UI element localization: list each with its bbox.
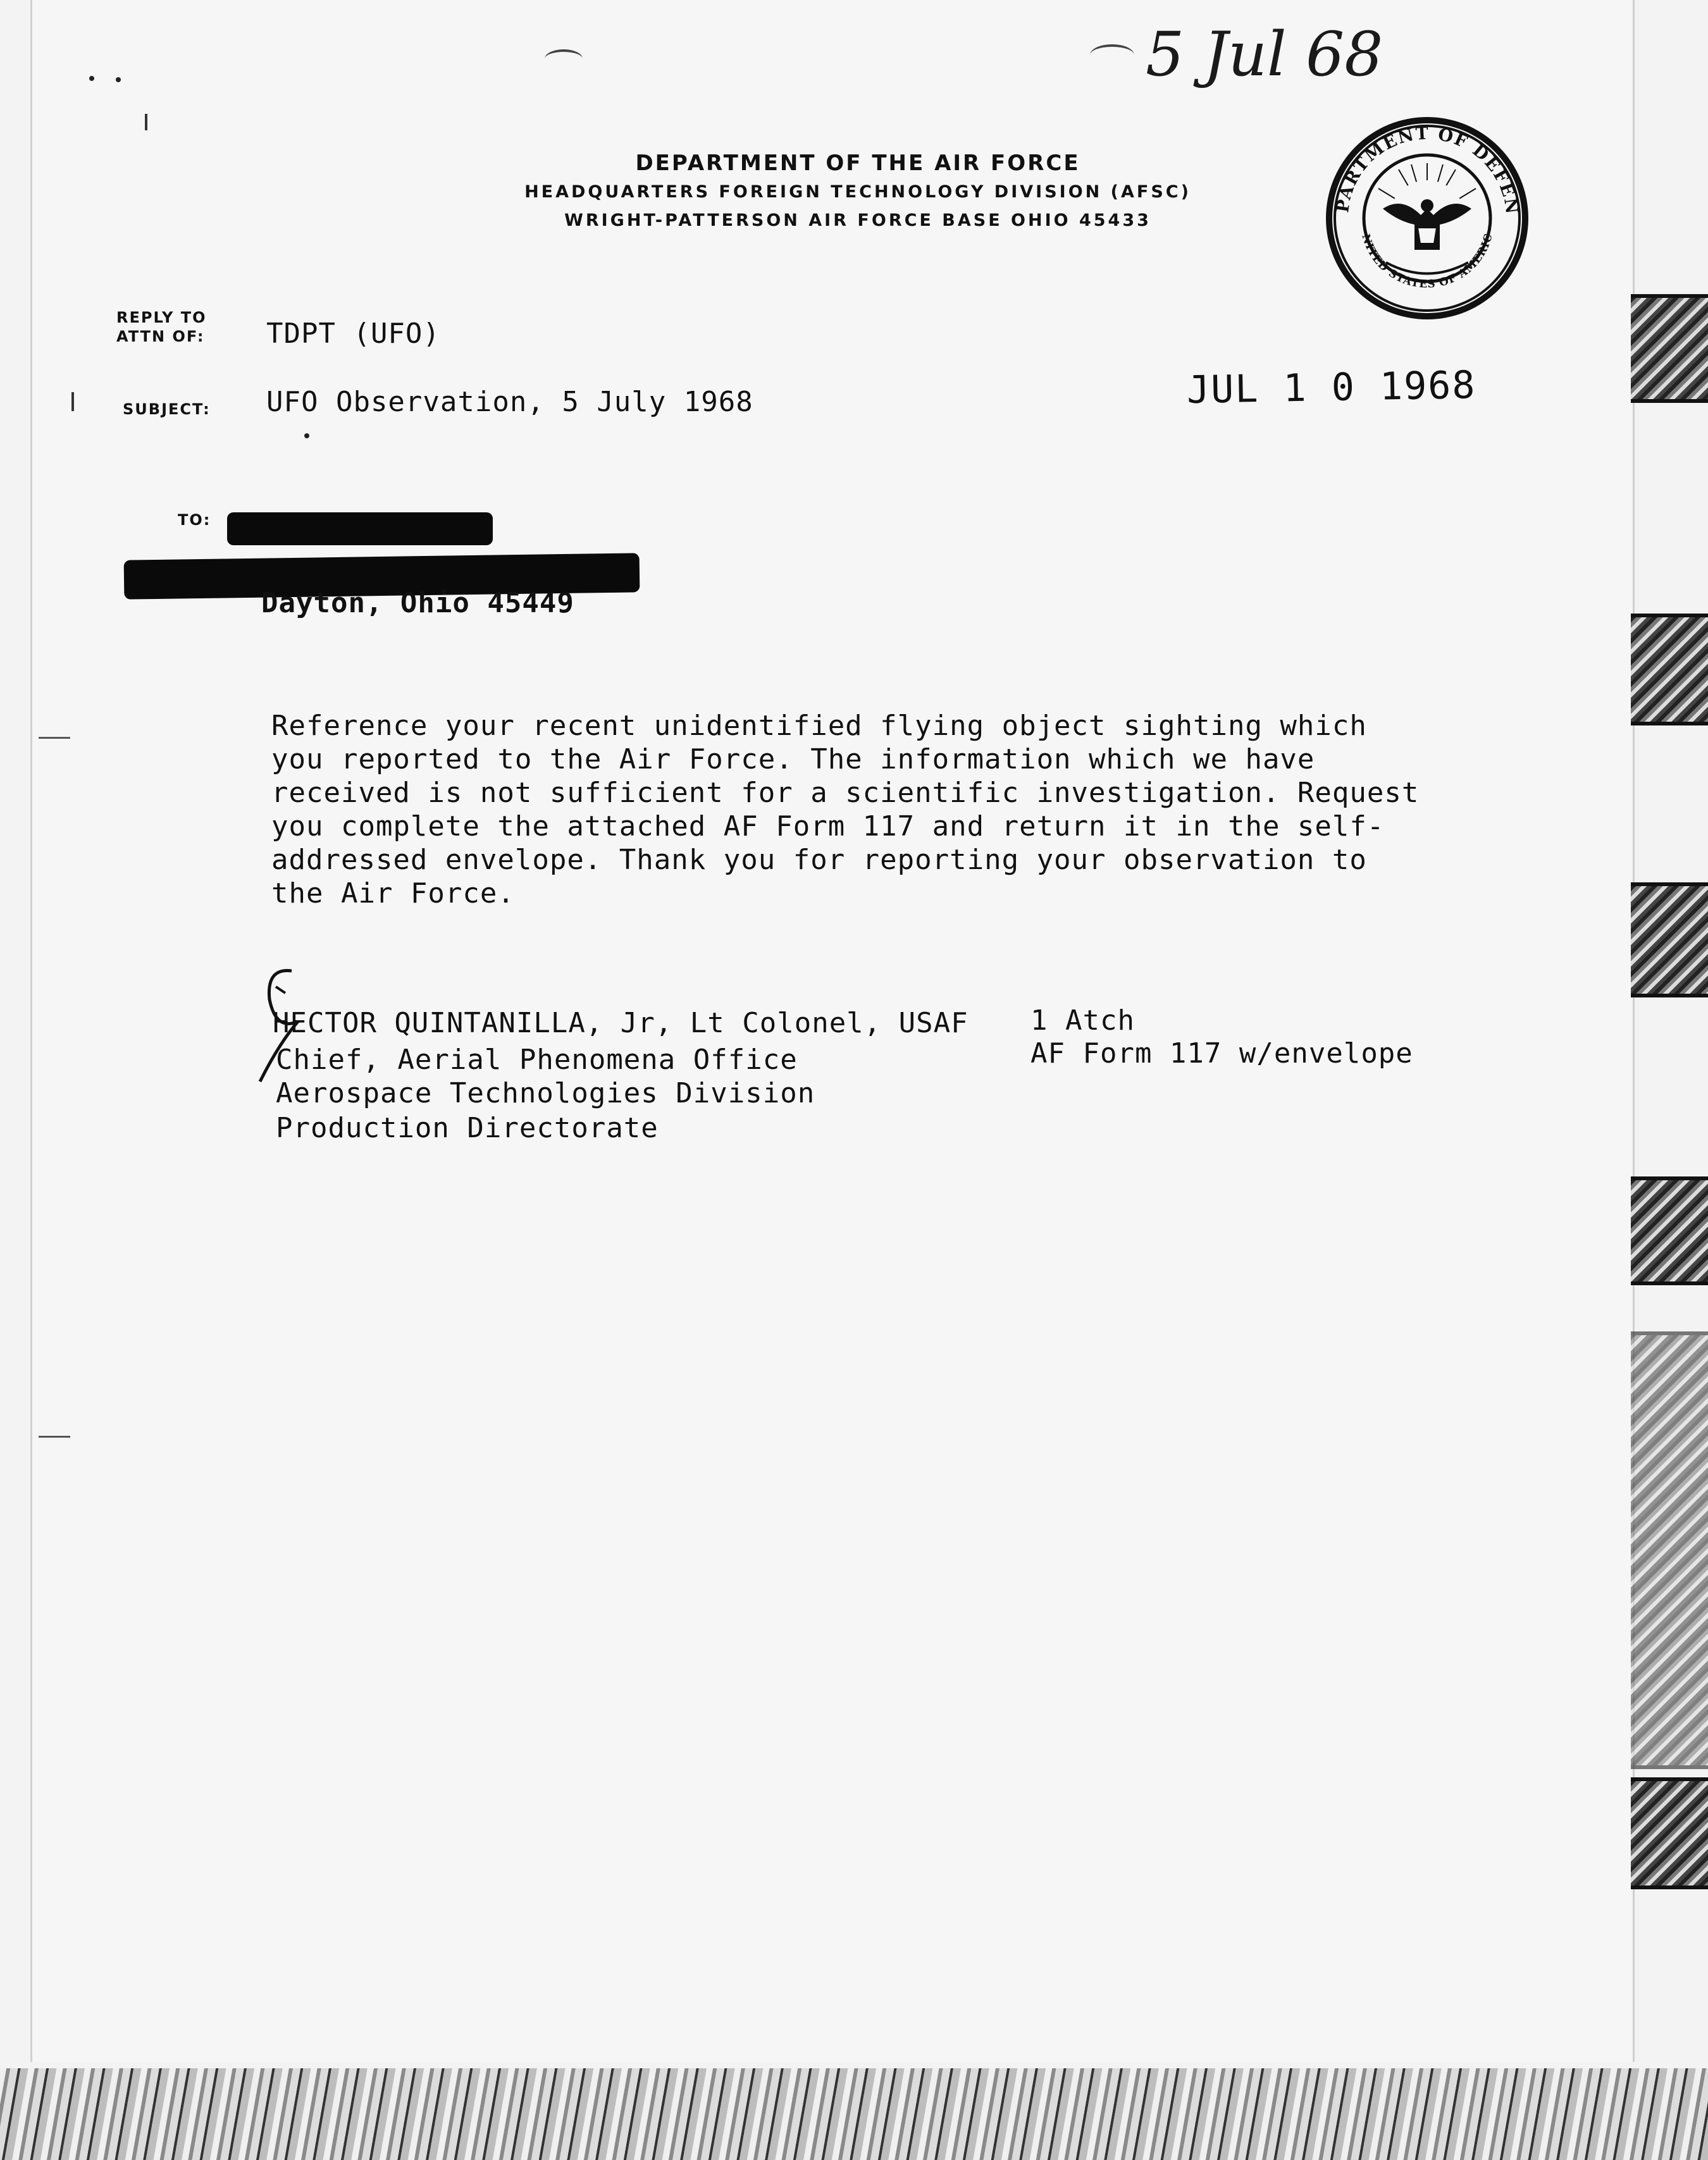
signature-line: Aerospace Technologies Division bbox=[276, 1077, 815, 1109]
pen-mark bbox=[545, 49, 583, 68]
attachment-line: 1 Atch bbox=[1030, 1004, 1135, 1037]
scan-mark bbox=[89, 76, 94, 81]
signature-line: Chief, Aerial Phenomena Office bbox=[276, 1044, 798, 1076]
redaction-bar bbox=[227, 512, 493, 545]
signature-line: Production Directorate bbox=[276, 1112, 659, 1144]
subject-label: SUBJECT: bbox=[123, 400, 211, 418]
body-line: you complete the attached AF Form 117 and return it in the self- bbox=[271, 810, 1385, 842]
dod-seal bbox=[1323, 114, 1532, 323]
seal-bottom-text: NITED STATES OF AMERIC bbox=[1359, 231, 1495, 291]
scan-mark bbox=[71, 392, 74, 411]
scan-mark bbox=[39, 1436, 70, 1438]
reply-to-value: TDPT (UFO) bbox=[266, 318, 440, 350]
attachment-line: AF Form 117 w/envelope bbox=[1030, 1037, 1413, 1070]
letterhead-division: HEADQUARTERS FOREIGN TECHNOLOGY DIVISION (AFSC) bbox=[524, 182, 1191, 202]
letterhead-department: DEPARTMENT OF THE AIR FORCE bbox=[635, 151, 1080, 176]
scan-mark bbox=[116, 77, 121, 82]
scan-mark bbox=[145, 114, 147, 130]
scan-edge-artifact bbox=[1631, 882, 1708, 997]
body-line: addressed envelope. Thank you for reporting your observation to bbox=[271, 844, 1367, 876]
letterhead-address: WRIGHT-PATTERSON AIR FORCE BASE OHIO 45433 bbox=[564, 211, 1151, 230]
body-line: the Air Force. bbox=[271, 877, 515, 910]
to-label: TO: bbox=[178, 511, 211, 529]
scan-mark bbox=[39, 737, 70, 739]
eagle-seal-icon bbox=[1323, 114, 1532, 323]
body-line: you reported to the Air Force. The information which we have bbox=[271, 743, 1315, 775]
handwritten-date: 5 Jul 68 bbox=[1146, 19, 1383, 90]
address-city: Dayton, Ohio 45449 bbox=[261, 587, 574, 619]
body-line: Reference your recent unidentified flying object sighting which bbox=[271, 710, 1367, 742]
reply-to-label: REPLY TO bbox=[116, 309, 207, 326]
attn-of-label: ATTN OF: bbox=[116, 328, 205, 345]
body-line: received is not sufficient for a scientific investigation. Request bbox=[271, 777, 1420, 809]
letter-page bbox=[30, 0, 1635, 2062]
scan-edge-artifact bbox=[1631, 294, 1708, 403]
scan-edge-artifact bbox=[1631, 1331, 1708, 1769]
pen-mark bbox=[1090, 44, 1134, 66]
ink-dot bbox=[304, 433, 309, 438]
date-stamp: JUL 1 0 1968 bbox=[1186, 363, 1477, 412]
scan-edge-artifact bbox=[1631, 1777, 1708, 1889]
subject-value: UFO Observation, 5 July 1968 bbox=[266, 386, 753, 418]
signature-line: HECTOR QUINTANILLA, Jr, Lt Colonel, USAF bbox=[273, 1007, 968, 1039]
scan-bottom-strip bbox=[0, 2068, 1708, 2160]
scan-edge-artifact bbox=[1631, 1176, 1708, 1285]
seal-top-text: PARTMENT OF DEFEN bbox=[1333, 123, 1522, 216]
scan-edge-artifact bbox=[1631, 614, 1708, 725]
